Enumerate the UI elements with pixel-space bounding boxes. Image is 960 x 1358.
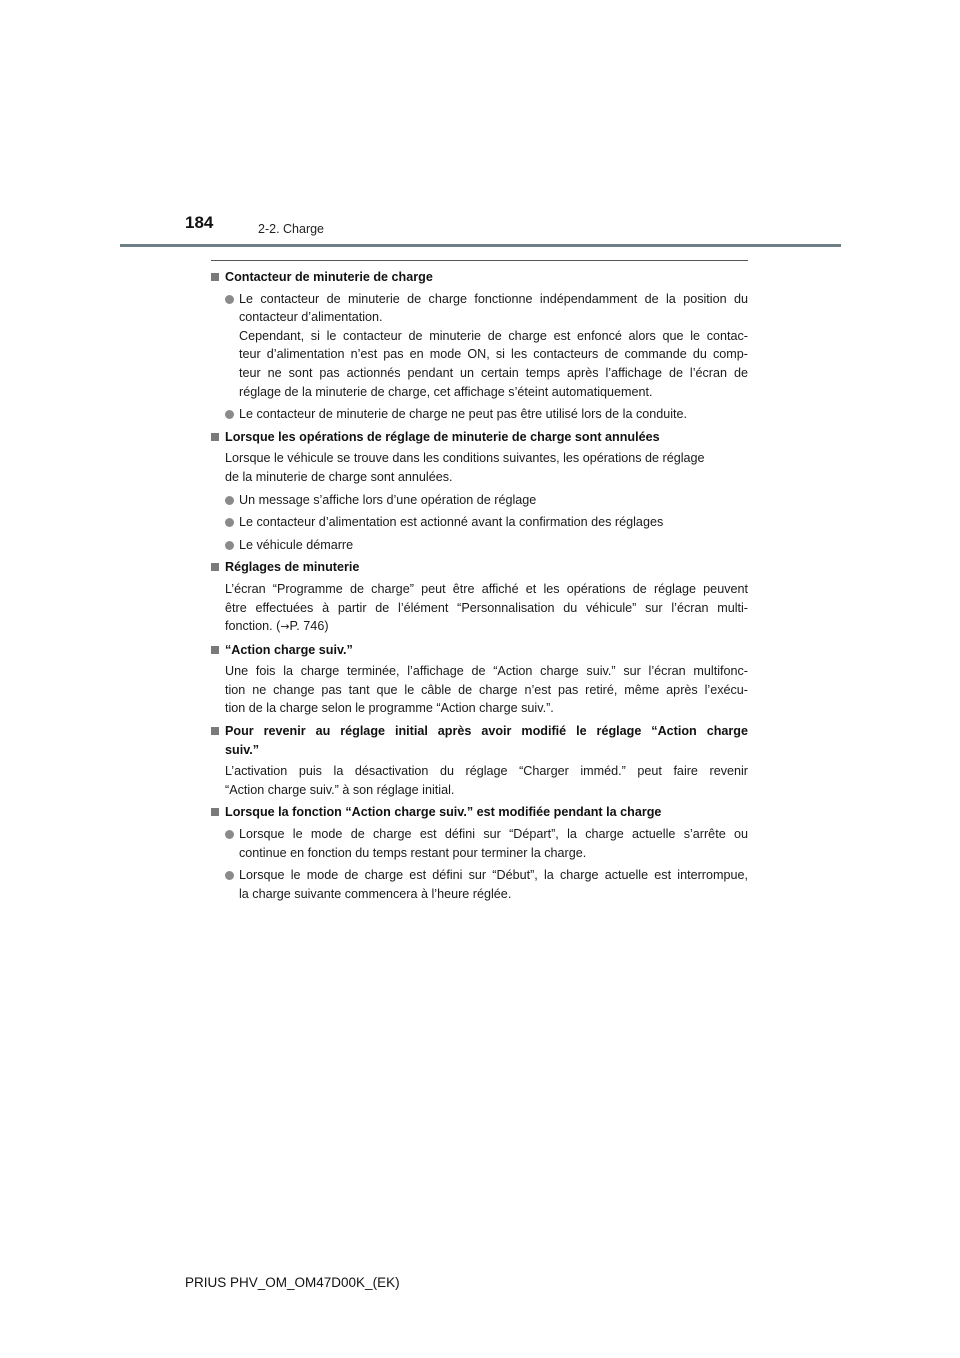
text-line: “Action charge suiv.” à son réglage initial. bbox=[225, 782, 455, 797]
text-line: tion de la charge selon le programme “Action charge suiv.”. bbox=[225, 701, 554, 716]
square-bullet-icon bbox=[211, 563, 219, 571]
heading-text: Lorsque la fonction “Action charge suiv.” est modifiée pendant la charge bbox=[225, 805, 662, 820]
round-bullet-icon bbox=[225, 518, 234, 527]
paragraph bbox=[211, 662, 748, 718]
section-heading bbox=[211, 803, 748, 822]
round-bullet-icon bbox=[225, 410, 234, 419]
text-line: Le contacteur de minuterie de charge fonctionne indépendamment de la position du bbox=[239, 291, 748, 306]
page-reference bbox=[225, 617, 748, 637]
text-line: Un message s’affiche lors d’une opération de réglage bbox=[239, 492, 537, 507]
text-line: L’écran “Programme de charge” peut être affiché et les opérations de réglage peuvent bbox=[225, 581, 748, 596]
section-title: 2-2. Charge bbox=[258, 222, 325, 236]
list-item bbox=[211, 513, 748, 532]
round-bullet-icon bbox=[225, 295, 234, 304]
section-reset-initial-setting bbox=[211, 722, 748, 799]
section-next-charge-action bbox=[211, 641, 748, 718]
section-heading bbox=[211, 722, 748, 759]
page-number: 184 bbox=[185, 213, 214, 232]
list-item bbox=[211, 825, 748, 862]
text-line: Le contacteur d’alimentation est actionné avant la confirmation des réglages bbox=[239, 515, 664, 530]
square-bullet-icon bbox=[211, 273, 219, 281]
heading-text: “Action charge suiv.” bbox=[225, 642, 353, 657]
round-bullet-icon bbox=[225, 830, 234, 839]
section-heading bbox=[211, 641, 748, 660]
square-bullet-icon bbox=[211, 433, 219, 441]
text-line: teur ne sont pas actionnés pendant un certain temps après l’affichage de l’écran de bbox=[239, 365, 748, 380]
text-line: la charge suivante commencera à l’heure réglée. bbox=[239, 886, 512, 901]
ref-page-link[interactable]: P. 746) bbox=[289, 619, 329, 634]
heading-text: Lorsque les opérations de réglage de minuterie de charge sont annulées bbox=[225, 429, 660, 444]
round-bullet-icon bbox=[225, 496, 234, 505]
text-line: Le véhicule démarre bbox=[239, 537, 354, 552]
text-line: de la minuterie de charge sont annulées. bbox=[225, 469, 453, 484]
section-heading bbox=[211, 558, 748, 577]
section-timer-cancelled bbox=[211, 428, 748, 555]
text-line: Le contacteur de minuterie de charge ne peut pas être utilisé lors de la conduite. bbox=[239, 407, 688, 422]
list-item bbox=[211, 866, 748, 903]
heading-text: Contacteur de minuterie de charge bbox=[225, 270, 433, 284]
list-item bbox=[211, 290, 748, 402]
text-line: L’activation puis la désactivation du réglage “Charger imméd.” peut faire revenir bbox=[225, 764, 748, 779]
text-line: Lorsque le véhicule se trouve dans les conditions suivantes, les opérations de réglage bbox=[225, 451, 705, 466]
section-modified-during-charge bbox=[211, 803, 748, 903]
square-bullet-icon bbox=[211, 727, 219, 735]
section-heading bbox=[211, 428, 748, 447]
text-line: être effectuées à partir de l’élément “Personnalisation du véhicule” sur l’écran multi- bbox=[225, 600, 748, 615]
round-bullet-icon bbox=[225, 871, 234, 880]
header-rule bbox=[120, 244, 841, 247]
text-line: tion ne change pas tant que le câble de charge n’est pas retiré, même après l’exécu- bbox=[225, 682, 748, 697]
arrow-right-icon: → bbox=[280, 620, 290, 634]
paragraph bbox=[211, 762, 748, 799]
round-bullet-icon bbox=[225, 541, 234, 550]
text-line: réglage de la minuterie de charge, cet affichage s’éteint automatiquement. bbox=[239, 384, 653, 399]
text-line: Lorsque le mode de charge est défini sur “Début”, la charge actuelle est interrompue, bbox=[239, 868, 748, 883]
section-charge-timer-switch bbox=[211, 268, 748, 424]
text-line: contacteur d’alimentation. bbox=[239, 310, 383, 325]
list-item bbox=[211, 536, 748, 555]
content-rule bbox=[211, 260, 748, 261]
paragraph bbox=[211, 580, 748, 637]
document-code: PRIUS PHV_OM_OM47D00K_(EK) bbox=[185, 1275, 400, 1290]
text-line: Une fois la charge terminée, l’affichage de “Action charge suiv.” sur l’écran multifonc- bbox=[225, 664, 748, 679]
section-heading bbox=[211, 268, 748, 287]
heading-text: Pour revenir au réglage initial après avoir modifié le réglage “Action charge bbox=[225, 724, 748, 739]
list-item bbox=[211, 491, 748, 510]
square-bullet-icon bbox=[211, 808, 219, 816]
text-line: teur d’alimentation n’est pas en mode ON, si les contacteurs de commande du comp- bbox=[239, 347, 748, 362]
text-line: Cependant, si le contacteur de minuterie de charge est enfoncé alors que le contac- bbox=[239, 328, 748, 343]
heading-text: suiv.” bbox=[225, 742, 260, 757]
list-item bbox=[211, 405, 748, 424]
ref-text: fonction. ( bbox=[225, 619, 281, 634]
text-line: continue en fonction du temps restant pour terminer la charge. bbox=[239, 845, 587, 860]
text-line: Lorsque le mode de charge est défini sur “Départ”, la charge actuelle s’arrête ou bbox=[239, 827, 748, 842]
section-timer-settings bbox=[211, 558, 748, 636]
square-bullet-icon bbox=[211, 646, 219, 654]
page-content bbox=[211, 268, 748, 907]
paragraph bbox=[211, 449, 748, 486]
heading-text: Réglages de minuterie bbox=[225, 560, 360, 575]
